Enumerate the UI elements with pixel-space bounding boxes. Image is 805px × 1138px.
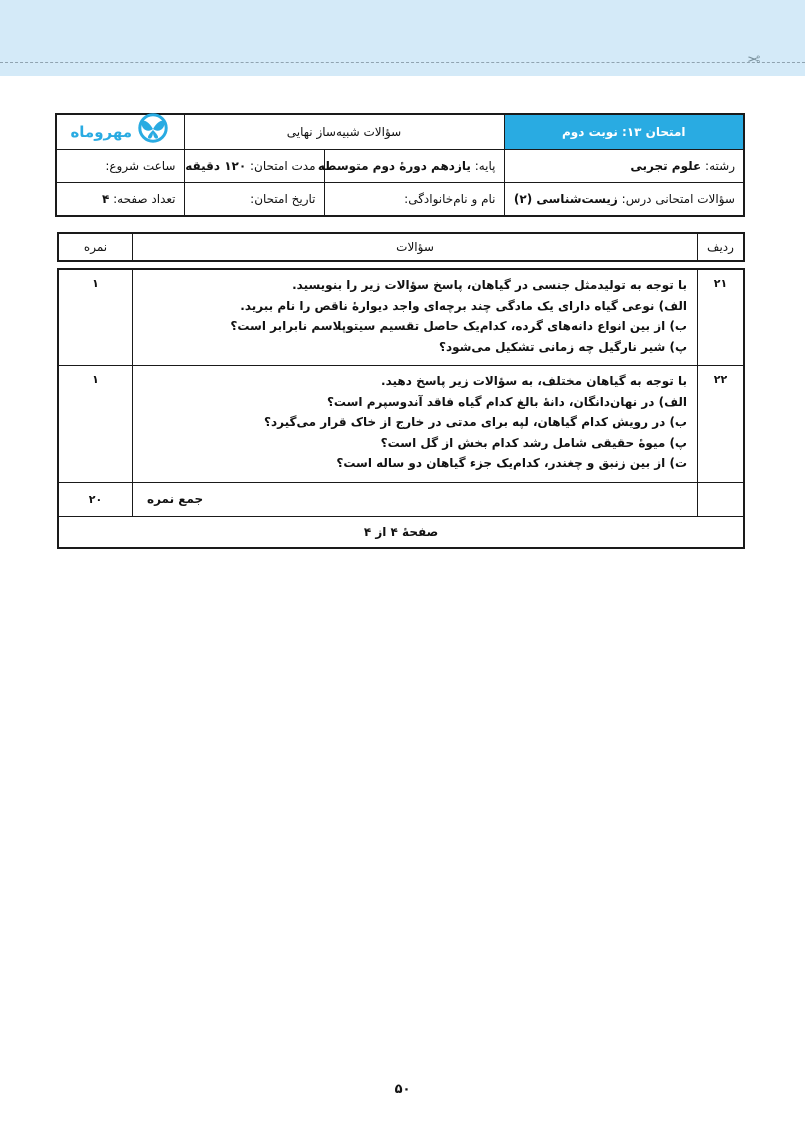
course-cell	[504, 183, 744, 217]
question-rows	[59, 270, 743, 483]
exam-sheet	[57, 113, 745, 549]
question-line: با توجه به تولیدمثل جنسی در گیاهان، پاسخ سؤالات زیر را بنویسید.	[292, 278, 687, 292]
cut-dashed-line	[0, 62, 805, 63]
name-cell	[324, 183, 504, 217]
grade-cell	[317, 150, 504, 183]
sheet-footer: صفحهٔ ۴ از ۴	[363, 524, 439, 539]
series-title: سؤالات شبیه‌ساز نهایی	[184, 114, 504, 150]
pages-cell	[56, 183, 184, 217]
question-line: الف) در نهان‌دانگان، دانهٔ بالغ کدام گیاه فاقد آندوسپرم است؟	[326, 394, 687, 409]
course-label: سؤالات امتحانی درس:	[621, 192, 735, 206]
total-score-value: ۲۰	[88, 492, 103, 506]
question-line: با توجه به گیاهان مختلف، به سؤالات زیر پاسخ دهید.	[381, 374, 687, 388]
logo-text: مهروماه	[70, 123, 133, 141]
total-score-row	[59, 483, 743, 517]
field-cell	[504, 150, 744, 183]
question-line: ب) از بین انواع دانه‌های گرده، کدام‌یک حاصل تقسیم سیتوپلاسم نابرابر است؟	[230, 319, 687, 333]
row-number-header: ردیف	[697, 234, 743, 260]
question-score: ۱	[92, 277, 99, 290]
exam-date-label: تاریخ امتحان:	[250, 192, 316, 206]
name-label: نام و نام‌خانوادگی:	[404, 192, 496, 206]
scissors-icon: ✂	[747, 50, 761, 69]
grade-label: پایه:	[474, 159, 496, 173]
question-line: پ) شیر نارگیل چه زمانی تشکیل می‌شود؟	[438, 339, 687, 354]
question-text	[132, 366, 697, 482]
question-line: پ) میوهٔ حقیقی شامل رشد کدام بخش از گل است؟	[380, 435, 687, 450]
field-label: رشته:	[705, 159, 735, 173]
start-time-label: ساعت شروع:	[105, 159, 176, 173]
exam-info-table	[55, 113, 745, 217]
question-row	[59, 270, 743, 366]
question-row	[59, 366, 743, 483]
total-row-number-cell	[697, 483, 743, 516]
duration-label: مدت امتحان:	[250, 159, 316, 173]
start-time-cell	[56, 150, 184, 183]
grade-value: یازدهم دورهٔ دوم متوسطه	[317, 159, 471, 173]
tear-off-band	[0, 0, 805, 76]
question-number: ۲۱	[697, 270, 743, 365]
publisher-logo	[56, 114, 184, 150]
butterfly-logo-icon	[136, 110, 170, 144]
question-number: ۲۲	[697, 366, 743, 482]
question-score: ۱	[92, 373, 99, 386]
question-line: الف) نوعی گیاه دارای یک مادگی چند برچه‌ای واجد دیوارهٔ ناقص را نام ببرید.	[240, 298, 687, 313]
questions-table-header	[57, 232, 745, 262]
field-value: علوم تجربی	[630, 159, 702, 173]
duration-cell	[184, 150, 324, 183]
question-line: ب) در رویش کدام گیاهان، لپه برای مدتی در خارج از خاک قرار می‌گیرد؟	[264, 415, 687, 429]
book-page-number: ۵۰	[394, 1082, 411, 1097]
duration-value: ۱۲۰ دقیقه	[185, 159, 247, 173]
questions-table-body	[57, 268, 745, 549]
question-text	[132, 270, 697, 365]
total-label-cell	[132, 483, 697, 516]
date-cell	[184, 183, 324, 217]
course-value: زیست‌شناسی (۲)	[513, 192, 618, 206]
pages-value: ۴	[101, 192, 110, 206]
pages-label: تعداد صفحه:	[113, 192, 176, 206]
score-header: نمره	[83, 240, 108, 254]
exam-title: امتحان ۱۳: نوبت دوم	[504, 114, 744, 150]
question-line: ت) از بین زنبق و چغندر، کدام‌یک جزء گیاهان دو ساله است؟	[336, 456, 687, 470]
questions-header: سؤالات	[132, 234, 697, 260]
total-label: جمع نمره	[147, 492, 204, 506]
